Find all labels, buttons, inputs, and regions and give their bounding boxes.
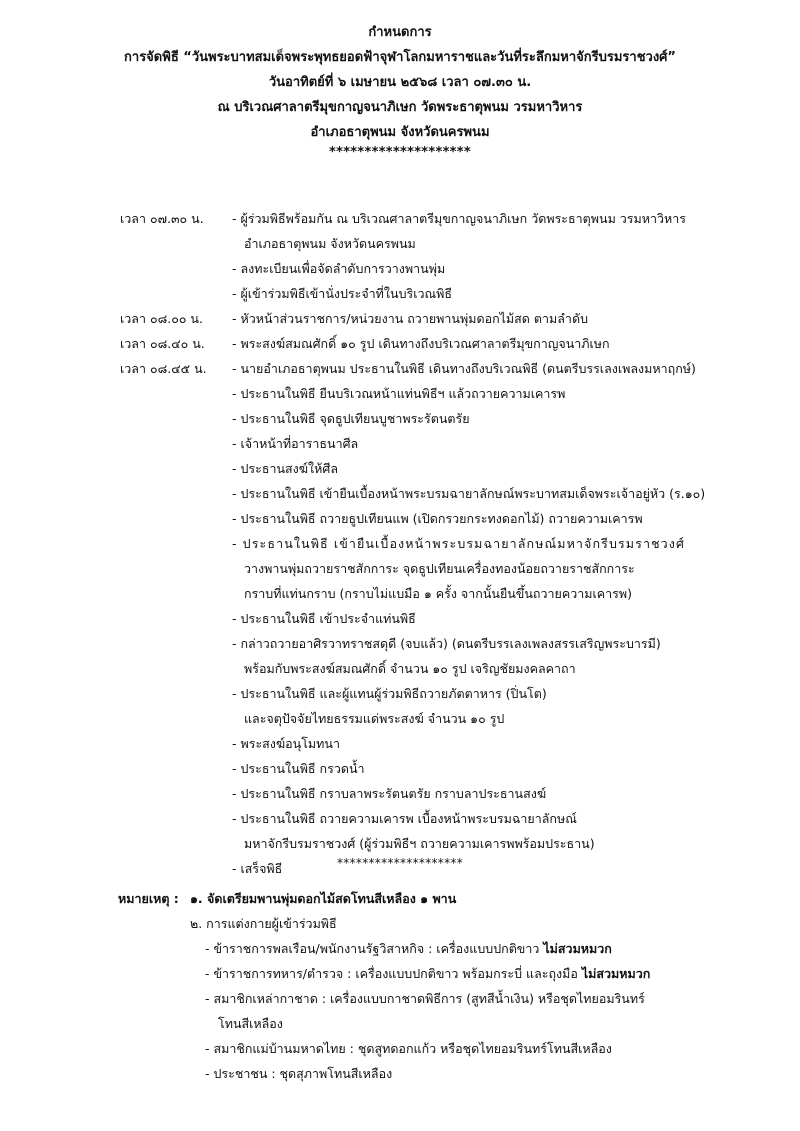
page-title: กำหนดการ (368, 25, 432, 40)
notes-row (0, 886, 800, 911)
schedule-row (0, 706, 800, 731)
note-item-2: ๒. การแต่งกายผู้เข้าร่วมพิธี (190, 916, 337, 931)
schedule-end-separator: ******************** (337, 856, 463, 870)
schedule-text: และจตุปัจจัยไทยธรรมแด่พระสงฆ์ จำนวน ๑๐ รูป (244, 711, 505, 726)
event-district: อำเภอธาตุพนม จังหวัดนครพนม (310, 125, 490, 140)
schedule-row (0, 456, 800, 481)
schedule-row (0, 306, 800, 331)
schedule-text: - ประธานในพิธี และผู้แทนผู้ร่วมพิธีถวายภัตตาหาร (ปิ่นโต) (232, 686, 547, 701)
dress-text: โทนสีเหลือง (218, 1016, 283, 1031)
schedule-row (0, 331, 800, 356)
schedule-text: - เจ้าหน้าที่อาราธนาศีล (232, 436, 359, 451)
schedule-text: มหาจักรีบรมราชวงศ์ (ผู้ร่วมพิธีฯ ถวายความเคารพพร้อมประธาน) (244, 836, 595, 851)
notes-section (0, 886, 800, 1086)
schedule-text: อำเภอธาตุพนม จังหวัดนครพนม (244, 236, 416, 251)
schedule-text: - ประธานในพิธี เข้ายืนเบื้องหน้าพระบรมฉายาลักษณ์มหาจักรีบรมราชวงศ์ (232, 536, 686, 551)
schedule-text: - พระสงฆ์สมณศักดิ์ ๑๐ รูป เดินทางถึงบริเวณศาลาตรีมุขกาญจนาภิเษก (232, 336, 610, 351)
event-date: วันอาทิตย์ที่ ๖ เมษายน ๒๕๖๘ เวลา ๐๗.๓๐ น. (268, 75, 532, 90)
schedule-row (0, 431, 800, 456)
schedule-row (0, 681, 800, 706)
schedule-text: - ประธานในพิธี กรวดน้ำ (232, 761, 365, 776)
schedule-text: - กล่าวถวายอาศิรวาทราชสดุดี (จบแล้ว) (ดนตรีบรรเลงเพลงสรรเสริญพระบารมี) (232, 636, 661, 651)
header-separator: ******************** (329, 145, 471, 160)
schedule-row (0, 606, 800, 631)
schedule-text: กราบที่แท่นกราบ (กราบไม่แบมือ ๑ ครั้ง จากนั้นยืนขึ้นถวายความเคารพ) (244, 586, 632, 601)
schedule-text: - หัวหน้าส่วนราชการ/หน่วยงาน ถวายพานพุ่มดอกไม้สด ตามลำดับ (232, 311, 588, 326)
dress-text: - ข้าราชการพลเรือน/พนักงานรัฐวิสาหกิจ : เครื่องแบบปกติขาว (205, 941, 540, 956)
schedule (0, 206, 800, 881)
schedule-text: - ประธานในพิธี ถวายความเคารพ เบื้องหน้าพระบรมฉายาลักษณ์ (232, 811, 577, 826)
schedule-text: - ลงทะเบียนเพื่อจัดลำดับการวางพานพุ่ม (232, 261, 446, 276)
document-header (0, 20, 800, 161)
schedule-text: - พระสงฆ์อนุโมทนา (232, 736, 340, 751)
schedule-row (0, 206, 800, 231)
dress-item (0, 986, 800, 1011)
schedule-text: - เสร็จพิธี (232, 861, 283, 876)
schedule-row (0, 531, 800, 556)
dress-item (0, 1061, 800, 1086)
note-item-1: ๑. จัดเตรียมพานพุ่มดอกไม้สดโทนสีเหลือง ๑ พาน (190, 891, 457, 906)
dress-text: - ข้าราชการทหาร/ตำรวจ : เครื่องแบบปกติขาว พร้อมกระบี่ และถุงมือ (205, 966, 578, 981)
schedule-text: - ประธานในพิธี เข้ายืนเบื้องหน้าพระบรมฉายาลักษณ์พระบาทสมเด็จพระเจ้าอยู่หัว (ร.๑๐) (232, 486, 706, 501)
schedule-row (0, 481, 800, 506)
schedule-text: - ประธานในพิธี กราบลาพระรัตนตรัย กราบลาประธานสงฆ์ (232, 786, 547, 801)
event-venue: ณ บริเวณศาลาตรีมุขกาญจนาภิเษก วัดพระธาตุพนม วรมหาวิหาร (217, 100, 583, 115)
dress-text: - สมาชิกเหล่ากาชาด : เครื่องแบบกาชาดพิธีการ (สูทสีน้ำเงิน) หรือชุดไทยอมรินทร์ (205, 991, 645, 1006)
schedule-time: เวลา ๐๘.๔๕ น. (120, 361, 207, 376)
schedule-text: - ประธานในพิธี เข้าประจำแท่นพิธี (232, 611, 416, 626)
notes-row (0, 911, 800, 936)
schedule-text: - ประธานในพิธี ยืนบริเวณหน้าแท่นพิธีฯ แล้วถวายความเคารพ (232, 386, 566, 401)
schedule-text: - ประธานสงฆ์ให้ศีล (232, 461, 338, 476)
schedule-row (0, 581, 800, 606)
schedule-row (0, 381, 800, 406)
schedule-row (0, 406, 800, 431)
schedule-row (0, 256, 800, 281)
schedule-text: - ผู้เข้าร่วมพิธีเข้านั่งประจำที่ในบริเวณพิธี (232, 286, 452, 301)
dress-bold-text: ไม่สวมหมวก (543, 941, 612, 956)
schedule-row (0, 506, 800, 531)
schedule-time: เวลา ๐๘.๐๐ น. (120, 311, 203, 326)
notes-label: หมายเหตุ : (118, 891, 179, 906)
schedule-time: เวลา ๐๗.๓๐ น. (120, 211, 204, 226)
dress-text: - ประชาชน : ชุดสุภาพโทนสีเหลือง (205, 1066, 393, 1081)
schedule-text: - นายอำเภอธาตุพนม ประธานในพิธี เดินทางถึงบริเวณพิธี (ดนตรีบรรเลงเพลงมหาฤกษ์) (232, 361, 696, 376)
schedule-text: - ผู้ร่วมพิธีพร้อมกัน ณ บริเวณศาลาตรีมุขกาญจนาภิเษก วัดพระธาตุพนม วรมหาวิหาร (232, 211, 687, 226)
schedule-text: พร้อมกับพระสงฆ์สมณศักดิ์ จำนวน ๑๐ รูป เจริญชัยมงคลคาถา (244, 661, 576, 676)
dress-text: - สมาชิกแม่บ้านมหาดไทย : ชุดสูทดอกแก้ว หรือชุดไทยอมรินทร์โทนสีเหลือง (205, 1041, 612, 1056)
schedule-text: - ประธานในพิธี จุดธูปเทียนบูชาพระรัตนตรัย (232, 411, 470, 426)
schedule-row (0, 356, 800, 381)
event-title: การจัดพิธี “วันพระบาทสมเด็จพระพุทธยอดฟ้าจุฬาโลกมหาราชและวันที่ระลึกมหาจักรีบรมราชวงศ์” (124, 50, 676, 65)
dress-item (0, 1011, 800, 1036)
schedule-row (0, 731, 800, 756)
schedule-text: - ประธานในพิธี ถวายธูปเทียนแพ (เปิดกรวยกระทงดอกไม้) ถวายความเคารพ (232, 511, 643, 526)
schedule-row (0, 756, 800, 781)
schedule-row (0, 231, 800, 256)
dress-item (0, 1036, 800, 1061)
schedule-row (0, 556, 800, 581)
dress-item (0, 936, 800, 961)
schedule-row (0, 281, 800, 306)
schedule-time: เวลา ๐๘.๔๐ น. (120, 336, 205, 351)
schedule-row (0, 806, 800, 831)
schedule-row (0, 656, 800, 681)
dress-item (0, 961, 800, 986)
dress-bold-text: ไม่สวมหมวก (581, 966, 651, 981)
schedule-row (0, 631, 800, 656)
schedule-text: วางพานพุ่มถวายราชสักการะ จุดธูปเทียนเครื่องทองน้อยถวายราชสักการะ (244, 561, 635, 576)
schedule-row (0, 781, 800, 806)
